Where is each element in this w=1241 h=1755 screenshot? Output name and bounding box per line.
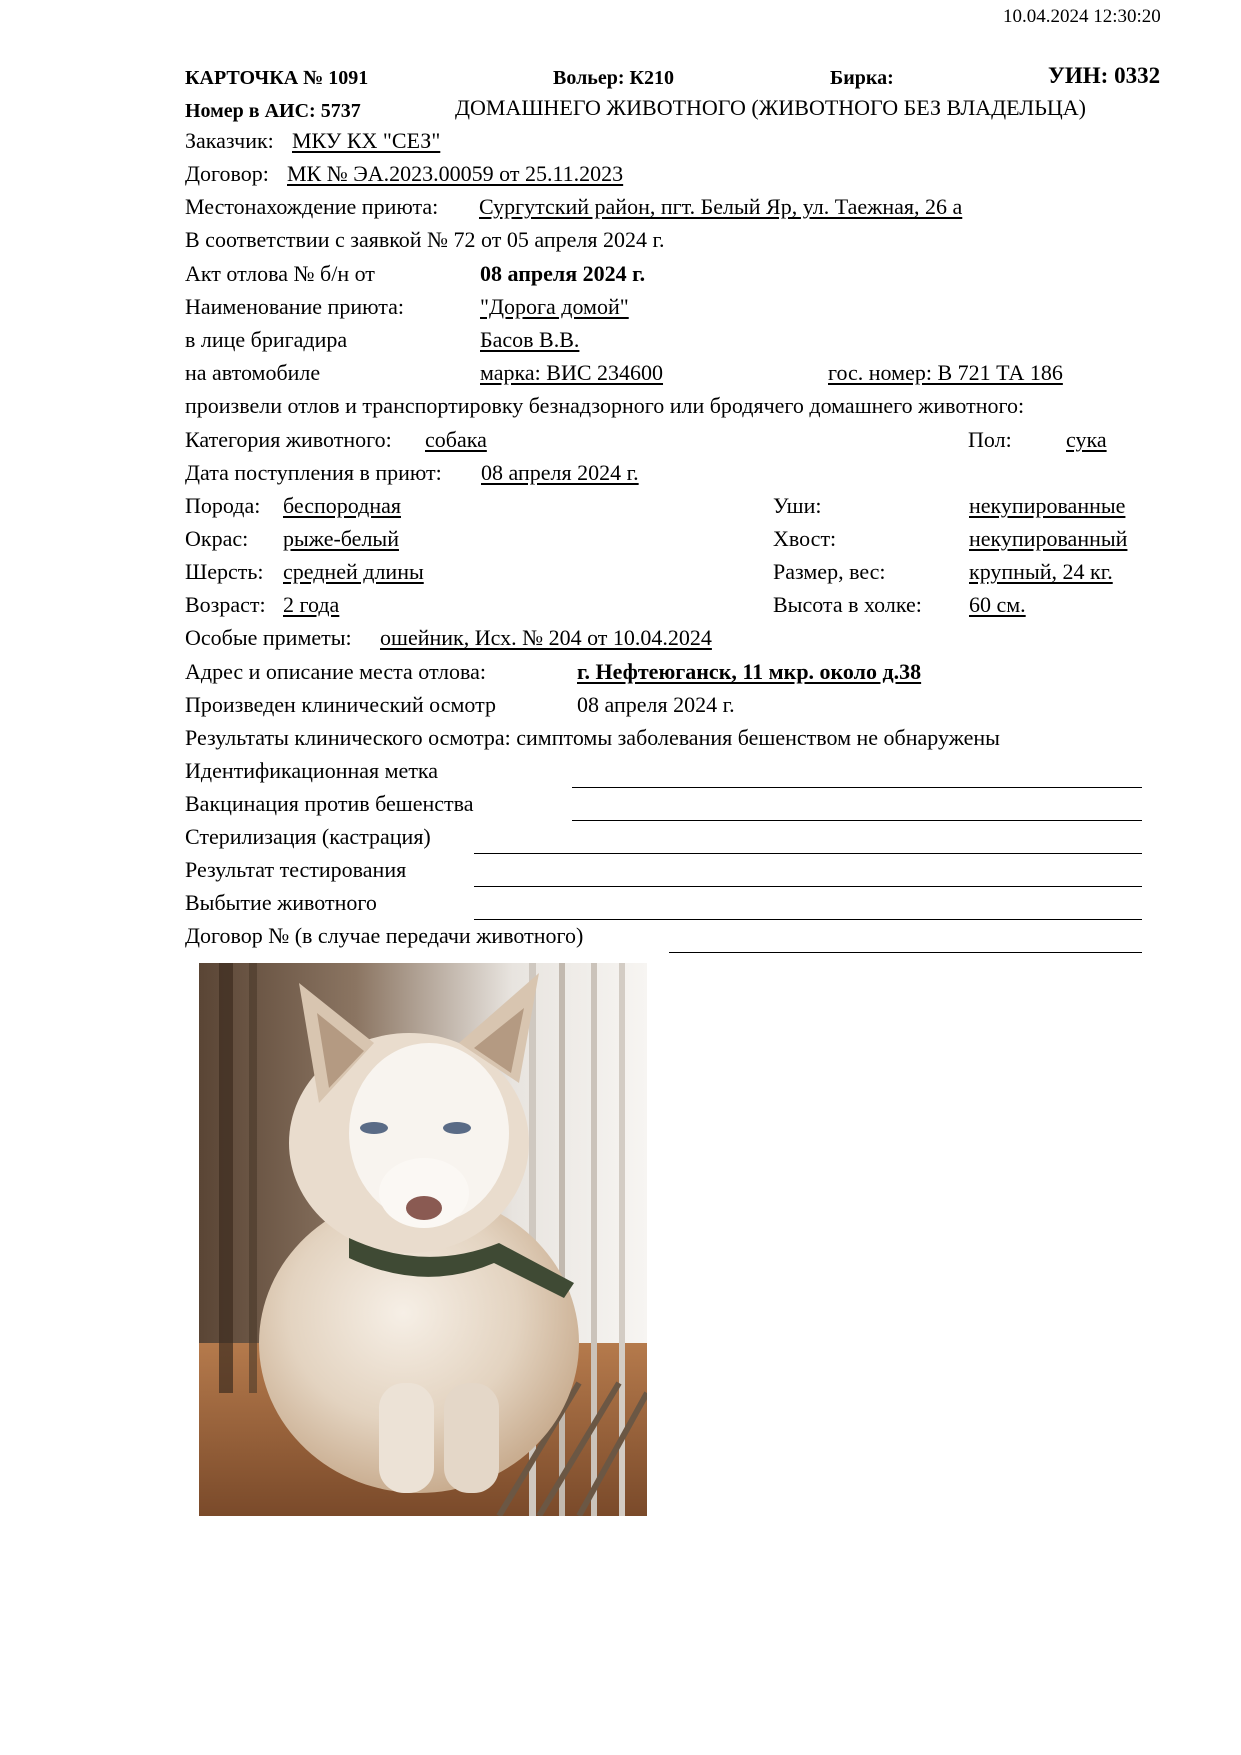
address-label: Адрес и описание места отлова: <box>185 659 486 684</box>
request-line: В соответствии с заявкой № 72 от 05 апреля 2024 г. <box>185 227 665 252</box>
test-result-blank <box>474 886 1142 887</box>
breed-label: Порода: <box>185 493 261 518</box>
id-mark-label: Идентификационная метка <box>185 758 439 783</box>
tail-value: некупированный <box>969 526 1128 551</box>
vehicle-brand: марка: ВИС 234600 <box>480 360 664 385</box>
sex-label: Пол: <box>968 427 1012 452</box>
departure-blank <box>474 919 1142 920</box>
age-label: Возраст: <box>185 592 266 617</box>
location-value: Сургутский район, пгт. Белый Яр, ул. Таежная, 26 а <box>479 194 963 219</box>
arrival-label: Дата поступления в приют: <box>185 460 442 485</box>
ears-label: Уши: <box>773 493 822 518</box>
customer-label: Заказчик: <box>185 128 274 153</box>
address-value: г. Нефтеюганск, 11 мкр. около д.38 <box>577 659 922 684</box>
vehicle-plate: гос. номер: В 721 ТА 186 <box>828 360 1063 385</box>
age-value: 2 года <box>283 592 340 617</box>
sex-value: сука <box>1066 427 1107 452</box>
marks-label: Особые приметы: <box>185 625 352 650</box>
dog-photo <box>199 963 647 1516</box>
location-label: Местонахождение приюта: <box>185 194 439 219</box>
card-title: ДОМАШНЕГО ЖИВОТНОГО (ЖИВОТНОГО БЕЗ ВЛАДЕЛЬЦА) <box>455 95 1086 120</box>
act-label: Акт отлова № б/н от <box>185 261 375 286</box>
test-result-label: Результат тестирования <box>185 857 407 882</box>
foreman-value: Басов В.В. <box>480 327 580 352</box>
sterilization-blank <box>474 853 1142 854</box>
transfer-contract-blank <box>669 952 1142 953</box>
tag-label: Бирка: <box>830 67 894 89</box>
tail-label: Хвост: <box>773 526 837 551</box>
size-label: Размер, вес: <box>773 559 886 584</box>
vehicle-label: на автомобиле <box>185 360 321 385</box>
exam-value: 08 апреля 2024 г. <box>577 692 735 717</box>
coat-value: средней длины <box>283 559 424 584</box>
category-label: Категория животного: <box>185 427 392 452</box>
contract-value: МК № ЭА.2023.00059 от 25.11.2023 <box>287 161 624 186</box>
breed-value: беспородная <box>283 493 401 518</box>
contract-label: Договор: <box>185 161 269 186</box>
color-value: рыже-белый <box>283 526 399 551</box>
arrival-value: 08 апреля 2024 г. <box>481 460 639 485</box>
id-mark-blank <box>572 787 1142 788</box>
shelter-value: "Дорога домой" <box>480 294 629 319</box>
ears-value: некупированные <box>969 493 1126 518</box>
height-label: Высота в холке: <box>773 592 922 617</box>
card-number: КАРТОЧКА № 1091 <box>185 67 369 89</box>
timestamp: 10.04.2024 12:30:20 <box>1003 6 1161 27</box>
vaccination-blank <box>572 820 1142 821</box>
departure-label: Выбытие животного <box>185 890 377 915</box>
size-value: крупный, 24 кг. <box>969 559 1113 584</box>
customer-value: МКУ КХ "СЕЗ" <box>292 128 441 153</box>
vaccination-label: Вакцинация против бешенства <box>185 791 474 816</box>
category-value: собака <box>425 427 487 452</box>
results-line: Результаты клинического осмотра: симптомы заболевания бешенством не обнаружены <box>185 725 1000 750</box>
shelter-label: Наименование приюта: <box>185 294 405 319</box>
marks-value: ошейник, Исх. № 204 от 10.04.2024 <box>380 625 712 650</box>
sterilization-label: Стерилизация (кастрация) <box>185 824 431 849</box>
action-line: произвели отлов и транспортировку безнадзорного или бродячего домашнего животного: <box>185 393 1025 418</box>
ais-number: Номер в АИС: 5737 <box>185 100 361 122</box>
exam-label: Произведен клинический осмотр <box>185 692 497 717</box>
transfer-contract-label: Договор № (в случае передачи животного) <box>185 923 584 948</box>
foreman-label: в лице бригадира <box>185 327 348 352</box>
act-value: 08 апреля 2024 г. <box>480 261 646 286</box>
coat-label: Шерсть: <box>185 559 264 584</box>
uin-label: УИН: 0332 <box>1048 63 1161 88</box>
color-label: Окрас: <box>185 526 249 551</box>
enclosure-label: Вольер: К210 <box>553 67 675 89</box>
height-value: 60 см. <box>969 592 1026 617</box>
